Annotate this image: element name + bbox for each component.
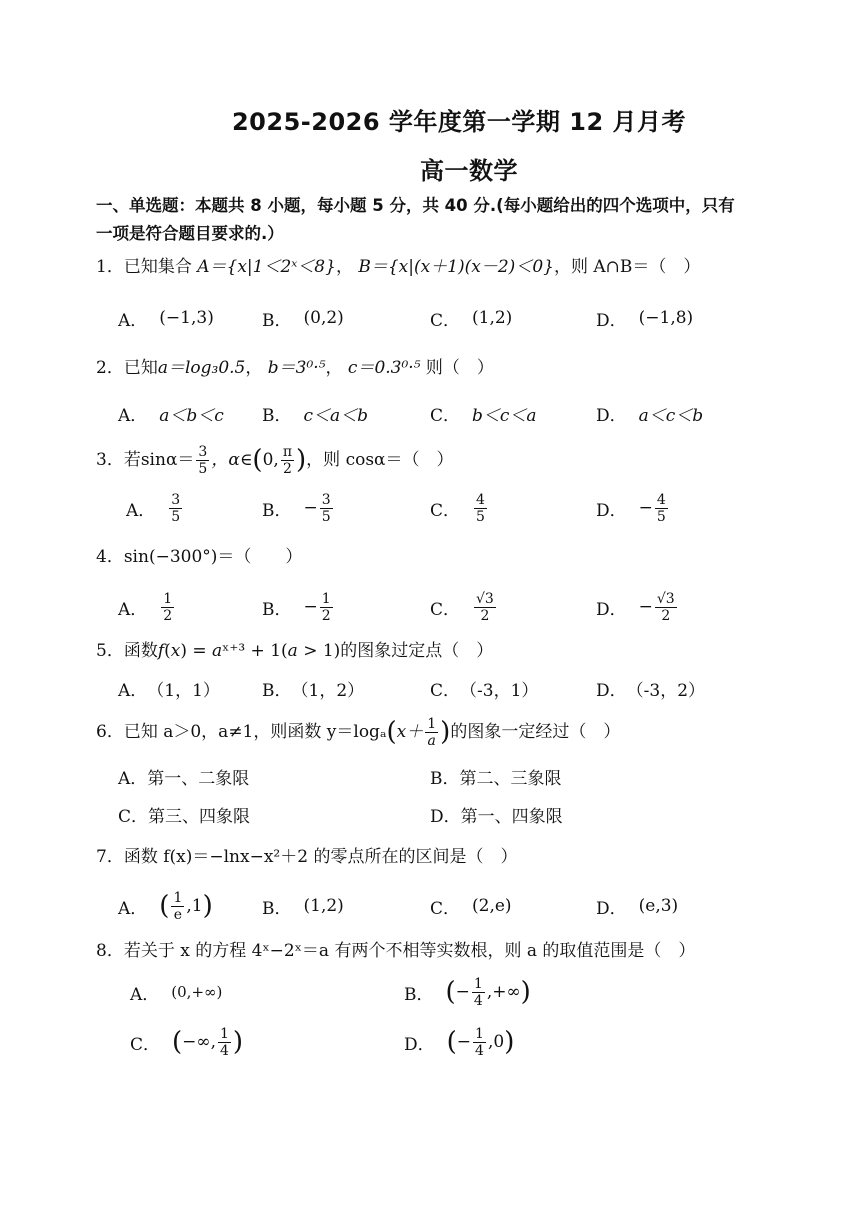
left-paren: (	[159, 891, 170, 921]
question-stem: 已知集合	[123, 257, 192, 277]
denominator: 4	[475, 1042, 484, 1059]
question-tail: ，则 cosα＝（ ）	[306, 450, 454, 470]
option-label: D．	[596, 500, 627, 521]
question-1	[96, 252, 846, 282]
option-value: （-3，2）	[626, 680, 706, 701]
option-label: A．	[118, 898, 148, 919]
option-value: （1，1）	[147, 680, 220, 701]
question-tail: 则（ ）	[425, 358, 494, 378]
numerator: 1	[173, 889, 183, 906]
option-c	[430, 486, 489, 530]
option-value: a＜b＜c	[159, 405, 224, 426]
option-d	[596, 666, 705, 710]
section-heading	[96, 192, 836, 248]
pi-fraction	[281, 444, 294, 477]
fraction	[196, 444, 209, 477]
minus-sign: −	[303, 597, 318, 617]
question-tail: ，则 A∩B＝（ ）	[553, 257, 701, 277]
option-label: A．	[126, 500, 156, 521]
option-value: (−1,8)	[638, 308, 694, 328]
denominator: 2	[661, 607, 671, 624]
option-b	[262, 391, 368, 435]
denominator: 2	[480, 607, 490, 624]
option-label: D．	[596, 310, 627, 331]
denominator: e	[173, 906, 183, 923]
question-1-options	[0, 296, 868, 340]
question-4	[96, 542, 846, 572]
numerator: 4	[656, 491, 666, 508]
numerator: 4	[476, 491, 485, 508]
option-label: B．	[262, 680, 292, 701]
interval-right: ,1	[186, 896, 203, 916]
denominator: 2	[321, 607, 331, 624]
option-label: A．	[130, 984, 160, 1005]
option-label: B．	[262, 599, 292, 620]
option-a	[118, 296, 214, 340]
question-6-options-row2	[0, 792, 868, 836]
option-label: D．	[596, 405, 627, 426]
option-b	[262, 666, 364, 710]
denominator: 4	[473, 992, 483, 1009]
option-a	[130, 970, 222, 1014]
question-2-options	[0, 391, 868, 435]
numerator: 1	[219, 1025, 229, 1042]
question-number: 4．	[96, 547, 124, 567]
fraction	[655, 591, 677, 624]
interval-right: ,0	[487, 1032, 505, 1052]
minus-sign: −	[303, 498, 318, 518]
option-c	[430, 296, 512, 340]
fraction	[474, 492, 487, 525]
question-2: 2．已知a＝log₃0.5， b＝3⁰·⁵， c＝0.3⁰·⁵ 则（ ）	[96, 358, 494, 378]
exam-title: 2025-2026 学年度第一学期 12 月月考	[231, 108, 687, 136]
denominator: 5	[656, 508, 666, 525]
interval-left: 0,	[262, 450, 279, 470]
right-paren: )	[440, 717, 451, 747]
question-6	[96, 710, 846, 754]
question-7-options	[0, 884, 868, 928]
minus-sign: −	[638, 597, 653, 617]
question-stem: 已知 a＞0，a≠1，则函数 y＝logₐ	[123, 722, 387, 742]
option-value: a＜c＜b	[638, 405, 704, 426]
option-c	[430, 666, 538, 710]
denominator: 2	[163, 607, 173, 624]
right-paren: )	[232, 1027, 244, 1057]
option-d	[596, 884, 678, 928]
denominator: 2	[282, 460, 292, 477]
subject-title: 高一数学	[420, 157, 518, 185]
fraction	[425, 716, 438, 749]
option-label: A．	[118, 599, 148, 620]
fraction	[473, 1026, 486, 1059]
option-label: A．	[118, 310, 148, 331]
option-b: B．第二、三象限	[430, 768, 562, 789]
option-d	[596, 486, 670, 530]
option-a	[118, 391, 224, 435]
question-number: 6．	[96, 722, 124, 742]
option-label: D．	[596, 599, 627, 620]
numerator: 1	[473, 975, 483, 992]
option-label: C．	[430, 405, 461, 426]
left-paren: (	[386, 717, 397, 747]
option-a: A．第一、二象限	[118, 768, 250, 789]
fraction	[474, 591, 496, 624]
numerator: π	[282, 443, 293, 460]
question-8-options-row1	[0, 970, 868, 1014]
question-4-options	[0, 585, 868, 629]
c-definition: c＝0.3⁰·⁵	[347, 358, 421, 378]
fraction	[655, 492, 668, 525]
option-label: A．	[118, 680, 148, 701]
a-definition: a＝log₃0.5	[157, 358, 246, 378]
denominator: 5	[171, 508, 181, 525]
option-label: C．	[430, 599, 461, 620]
option-label: B．	[262, 898, 292, 919]
denominator: 5	[321, 508, 331, 525]
right-paren: )	[202, 891, 213, 921]
minus-sign: −	[455, 982, 470, 1002]
numerator: 3	[198, 443, 208, 460]
question-number: 1．	[96, 257, 124, 277]
option-label: B．	[262, 310, 292, 331]
question-3	[96, 440, 846, 480]
option-label: C．	[430, 680, 461, 701]
denominator: 5	[198, 460, 208, 477]
sin-expression: sinα＝	[140, 450, 195, 470]
option-value: b＜c＜a	[472, 405, 537, 426]
option-label: B．	[404, 984, 434, 1005]
set-b-expression: B＝{x|(x＋1)(x－2)＜0}	[358, 257, 554, 277]
fraction	[218, 1026, 231, 1059]
fraction	[320, 492, 333, 525]
option-a	[118, 884, 213, 928]
alpha-in: ，α∈	[211, 450, 253, 470]
right-paren: )	[520, 977, 531, 1007]
numerator: 1	[427, 715, 437, 732]
left-paren: (	[172, 1027, 183, 1057]
question-number: 2．	[96, 358, 124, 378]
fraction	[171, 890, 184, 923]
option-c	[130, 1020, 243, 1064]
section-heading-line1: 一、单选题：本题共 8 小题，每小题 5 分，共 40 分.(每小题给出的四个选项中，只有	[96, 196, 735, 215]
question-stem: 若关于 x 的方程 4ˣ−2ˣ＝a 有两个不相等实数根，则 a 的取值范围是（ ）	[123, 941, 696, 961]
option-d	[596, 585, 679, 629]
b-definition: b＝3⁰·⁵	[267, 358, 326, 378]
numerator: 1	[163, 590, 173, 607]
option-c	[430, 391, 537, 435]
right-paren: )	[296, 445, 307, 475]
option-value: (e,3)	[638, 896, 679, 916]
option-d: D．第一、四象限	[430, 806, 563, 827]
option-value: (0,2)	[303, 308, 344, 328]
left-paren: (	[252, 445, 263, 475]
section-heading-line2: 一项是符合题目要求的.）	[96, 224, 284, 243]
numerator: 3	[321, 491, 331, 508]
question-number: 8．	[96, 941, 124, 961]
denominator: 5	[476, 508, 485, 525]
question-number: 3．	[96, 450, 124, 470]
option-label: D．	[404, 1034, 435, 1055]
left-paren: (	[445, 977, 456, 1007]
option-value: (1,2)	[472, 308, 513, 328]
question-stem: 函数 f(x)＝−lnx−x²＋2 的零点所在的区间是（ ）	[123, 847, 518, 867]
denominator: a	[427, 732, 436, 749]
question-stem: 已知	[123, 358, 158, 378]
interval-left: −∞,	[182, 1032, 216, 1052]
option-label: C．	[430, 898, 461, 919]
option-label: B．	[262, 405, 292, 426]
question-stem: 函数𝑓(𝑥) = 𝑎ˣ⁺³ + 1(𝑎 > 1)的图象过定点（ ）	[123, 641, 494, 661]
numerator: √3	[656, 590, 675, 607]
right-paren: )	[504, 1027, 515, 1057]
fraction	[161, 591, 174, 624]
option-label: A．	[118, 405, 148, 426]
question-number: 7．	[96, 847, 124, 867]
question-number: 5．	[96, 641, 124, 661]
option-value: (0,+∞)	[171, 983, 223, 1001]
numerator: 1	[321, 590, 331, 607]
option-a	[118, 585, 176, 629]
option-value: （1，2）	[291, 680, 365, 701]
option-value: (−1,3)	[159, 308, 214, 328]
option-d	[404, 1020, 514, 1064]
option-c	[430, 884, 512, 928]
question-tail: 的图象一定经过（ ）	[450, 722, 621, 742]
question-7	[96, 842, 846, 872]
separator: ，	[335, 257, 353, 277]
minus-sign: −	[638, 498, 653, 518]
option-b	[404, 970, 531, 1014]
numerator: 1	[475, 1025, 484, 1042]
option-value: (2,e)	[472, 896, 512, 916]
question-5-options	[0, 666, 868, 710]
option-label: D．	[596, 680, 627, 701]
denominator: 4	[219, 1042, 229, 1059]
minus-sign: −	[456, 1032, 472, 1052]
option-value: c＜a＜b	[303, 405, 369, 426]
fraction	[320, 591, 333, 624]
question-8-options-row2	[0, 1020, 868, 1064]
question-3-options	[0, 486, 868, 530]
option-label: D．	[596, 898, 627, 919]
option-b	[262, 296, 344, 340]
question-stem: sin(−300°)＝（ ）	[123, 547, 303, 567]
fraction	[472, 976, 485, 1009]
question-8	[96, 936, 846, 966]
numerator: √3	[476, 590, 494, 607]
inner-expression: x＋	[396, 722, 424, 742]
option-b	[262, 884, 344, 928]
option-label: C．	[130, 1034, 161, 1055]
option-b	[262, 486, 335, 530]
option-d	[596, 296, 693, 340]
option-b	[262, 585, 335, 629]
option-c: C．第三、四象限	[118, 806, 251, 827]
question-5	[96, 636, 846, 666]
option-a	[126, 486, 184, 530]
option-value: (1,2)	[303, 896, 344, 916]
option-label: C．	[430, 500, 461, 521]
option-label: C．	[430, 310, 461, 331]
option-c	[430, 585, 498, 629]
option-d	[596, 391, 703, 435]
numerator: 3	[171, 491, 181, 508]
option-value: （-3，1）	[460, 680, 539, 701]
set-a-expression: A＝{x|1＜2ˣ＜8}	[197, 257, 336, 277]
left-paren: (	[446, 1027, 457, 1057]
question-stem: 若	[123, 450, 141, 470]
option-a	[118, 666, 220, 710]
option-label: B．	[262, 500, 292, 521]
interval-right: ,+∞	[486, 982, 521, 1002]
fraction	[169, 492, 182, 525]
